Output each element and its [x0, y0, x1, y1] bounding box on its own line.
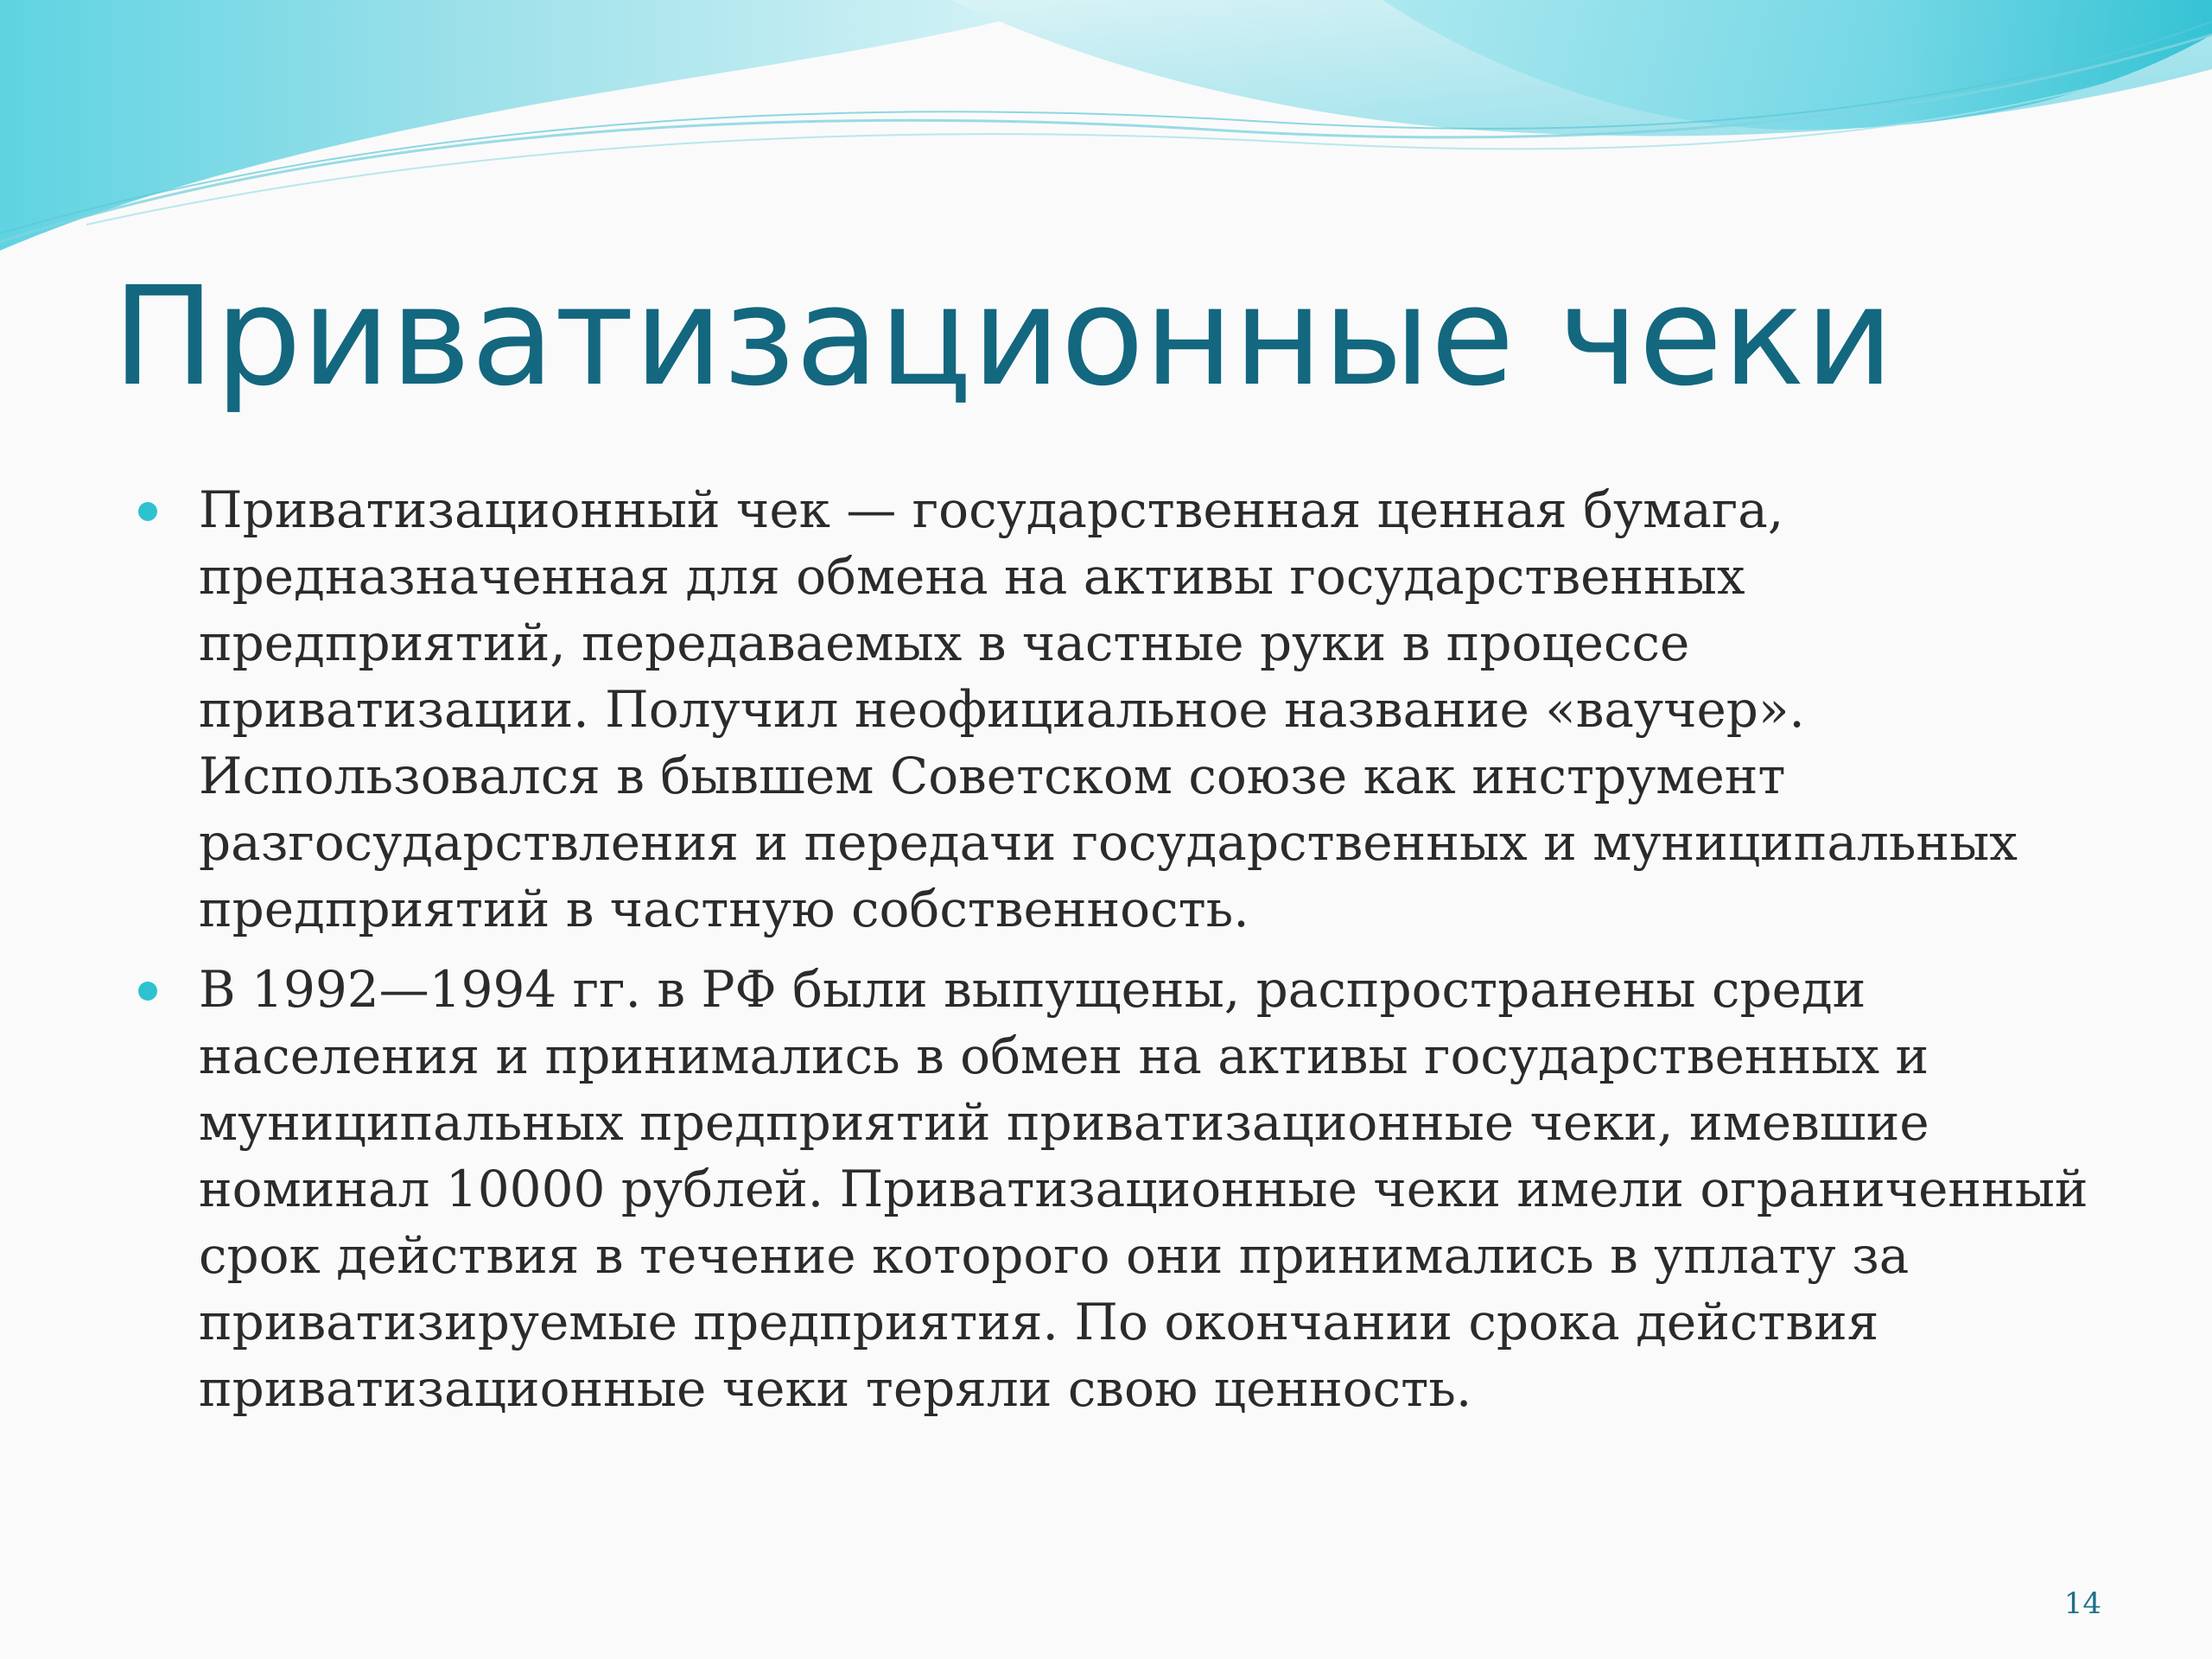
bullet-text: Приватизационный чек — государственная ценная бумага, предназначенная для обмена на активы государственных предприятий, передаваемых в частные руки в процессе приватизации. Получил неофициальное название «ваучер». Использовался в бывшем Советском союзе как инструмент разгосударствления и передачи государственных и муниципальных предприятий в частную собственность. — [199, 480, 2018, 938]
bullet-item — [138, 957, 2091, 1422]
bullet-text: В 1992—1994 гг. в РФ были выпущены, распространены среди населения и принимались в обмен на активы государственных и муниципальных предприятий приватизационные чеки, имевшие номинал 10000 рублей. Приватизационные чеки имели ограниченный срок действия в течение которого они принимались в уплату за приватизируемые предприятия. По окончании срока действия приватизационные чеки теряли свою ценность. — [199, 960, 2088, 1418]
decorative-wave-header — [0, 0, 2212, 276]
bullet-list — [138, 477, 2091, 1436]
slide-title: Приватизационные чеки — [112, 257, 1894, 416]
bullet-dot-icon — [138, 502, 157, 521]
bullet-dot-icon — [138, 982, 157, 1001]
slide-number: 14 — [2063, 1586, 2101, 1621]
bullet-item — [138, 477, 2091, 943]
